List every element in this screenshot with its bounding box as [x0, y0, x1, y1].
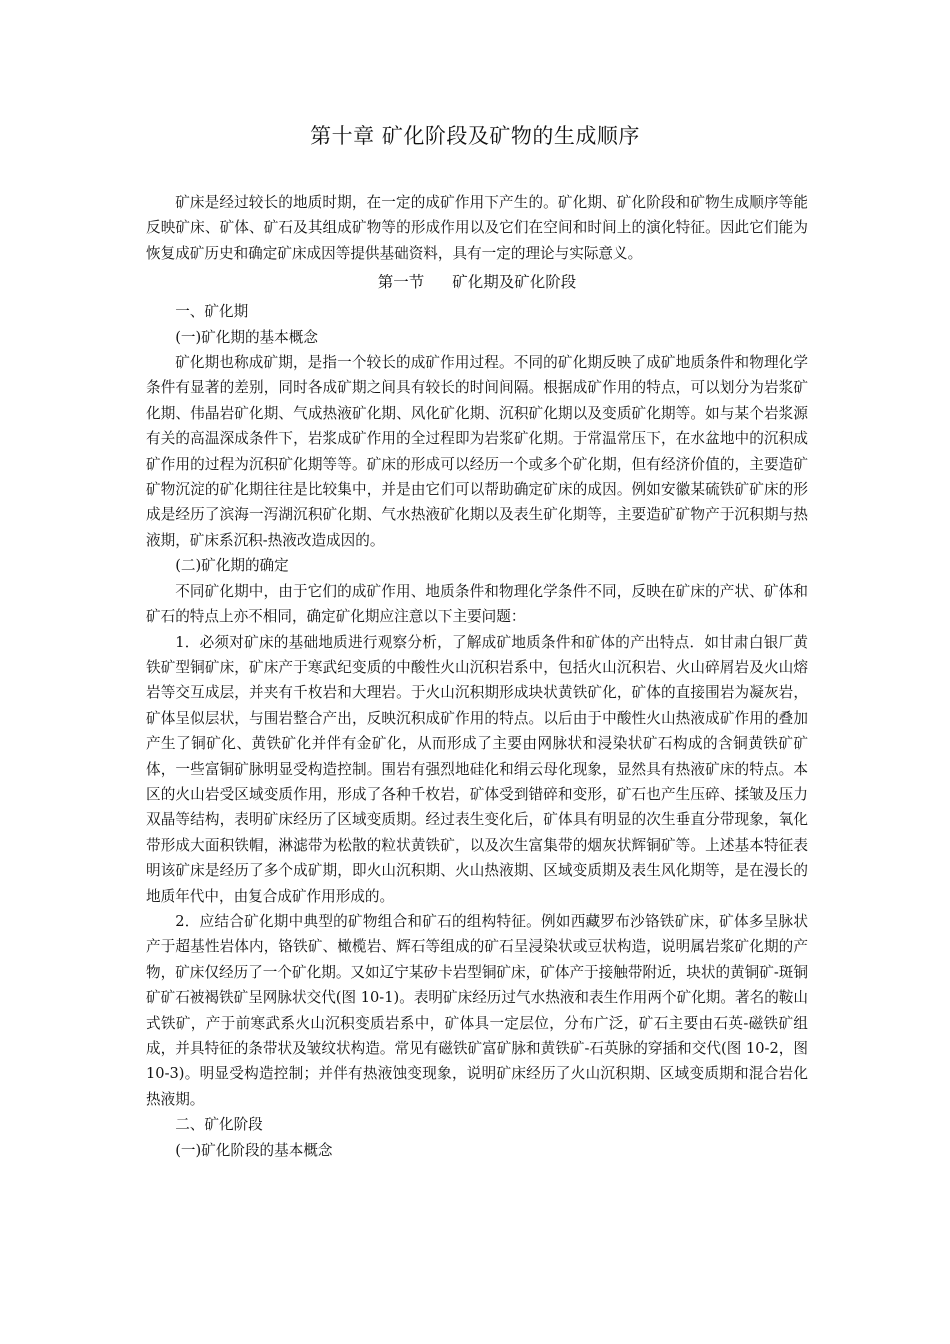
paragraph-item-2: 2．应结合矿化期中典型的矿物组合和矿石的组构特征。例如西藏罗布沙铬铁矿床，矿体多呈脉状产于超基性岩体内，铬铁矿、橄榄岩、辉石等组成的矿石呈浸染状或豆状构造，说明属岩浆矿化期的产物，矿床仅经历了一个矿化期。又如辽宁某矽卡岩型铜矿床，矿体产于接触带附近，块状的黄铜矿-斑铜矿矿石被褐铁矿呈网脉状交代(图 10-1)。表明矿床经历过气水热液和表生作用两个矿化期。著名的鞍山式铁矿，产于前寒武系火山沉积变质岩系中，矿体具一定层位，分布广泛，矿石主要由石英-磁铁矿组成，并具特征的条带状及皱纹状构造。常见有磁铁矿富矿脉和黄铁矿-石英脉的穿插和交代(图 10-2，图 10-3)。明显受构造控制；并伴有热液蚀变现象，说明矿床经历了火山沉积期、区域变质期和混合岩化热液期。	[146, 912, 808, 1108]
chapter-title: 第十章 矿化阶段及矿物的生成顺序	[310, 124, 640, 148]
heading-basic-concept: (一)矿化期的基本概念	[175, 328, 318, 346]
section-number: 第一节	[377, 273, 425, 292]
paragraph-concept: 矿化期也称成矿期，是指一个较长的成矿作用过程。不同的矿化期反映了成矿地质条件和物理化学条件有显著的差别，同时各成矿期之间具有较长的时间间隔。根据成矿作用的特点，可以划分为岩浆矿化期、伟晶岩矿化期、气成热液矿化期、风化矿化期、沉积矿化期以及变质矿化期等。如与某个岩浆源有关的高温深成条件下，岩浆成矿作用的全过程即为岩浆矿化期。于常温常压下，在水盆地中的沉积成矿作用的过程为沉积矿化期等等。矿床的形成可以经历一个或多个矿化期，但有经济价值的，主要造矿矿物沉淀的矿化期往往是比较集中，并是由它们可以帮助确定矿床的成因。例如安徽某硫铁矿矿床的形成是经历了滨海一泻湖沉积矿化期、气水热液矿化期以及表生矿化期等，主要造矿矿物产于沉积期与热液期，矿床系沉积-热液改造成因的。	[146, 354, 808, 549]
heading-determination: (二)矿化期的确定	[175, 557, 289, 575]
document-body	[146, 190, 808, 1163]
paragraph-determination: 不同矿化期中，由于它们的成矿作用、地质条件和物理化学条件不同，反映在矿床的产状、矿体和矿石的特点上亦不相同，确定矿化期应注意以下主要问题：	[146, 582, 808, 626]
section-heading	[146, 266, 808, 299]
heading-mineralization-stage: 二、矿化阶段	[175, 1116, 263, 1134]
section-name: 矿化期及矿化阶段	[452, 273, 577, 292]
paragraph-item-1: 1．必须对矿床的基础地质进行观察分析，了解成矿地质条件和矿体的产出特点．如甘肃白银厂黄铁矿型铜矿床，矿床产于寒武纪变质的中酸性火山沉积岩系中，包括火山沉积岩、火山碎屑岩及火山熔岩等交互成层，并夹有千枚岩和大理岩。于火山沉积期形成块状黄铁矿化，矿体的直接围岩为凝灰岩，矿体呈似层状，与围岩整合产出，反映沉积成矿作用的特点。以后由于中酸性火山热液成矿作用的叠加产生了铜矿化、黄铁矿化并伴有金矿化，从而形成了主要由网脉状和浸染状矿石构成的含铜黄铁矿矿体，一些富铜矿脉明显受构造控制。围岩有强烈地硅化和绢云母化现象，显然具有热液矿床的特点。本区的火山岩受区域变质作用，形成了各种千枚岩，矿体受到错碎和变形，矿石也产生压碎、揉皱及压力双晶等结构，表明矿床经历了区域变质期。经过表生变化后，矿体具有明显的次生垂直分带现象，氧化带形成大面积铁帽，淋滤带为松散的粒状黄铁矿，以及次生富集带的烟灰状辉铜矿等。上述基本特征表明该矿床是经历了多个成矿期，即火山沉积期、火山热液期、区域变质期及表生风化期等，是在漫长的地质年代中，由复合成矿作用形成的。	[146, 633, 808, 905]
intro-paragraph: 矿床是经过较长的地质时期，在一定的成矿作用下产生的。矿化期、矿化阶段和矿物生成顺序等能反映矿床、矿体、矿石及其组成矿物等的形成作用以及它们在空间和时间上的演化特征。因此它们能为恢复成矿历史和确定矿床成因等提供基础资料，具有一定的理论与实际意义。	[146, 194, 808, 262]
heading-mineralization-period: 一、矿化期	[175, 303, 249, 321]
heading-stage-concept: (一)矿化阶段的基本概念	[175, 1141, 333, 1159]
